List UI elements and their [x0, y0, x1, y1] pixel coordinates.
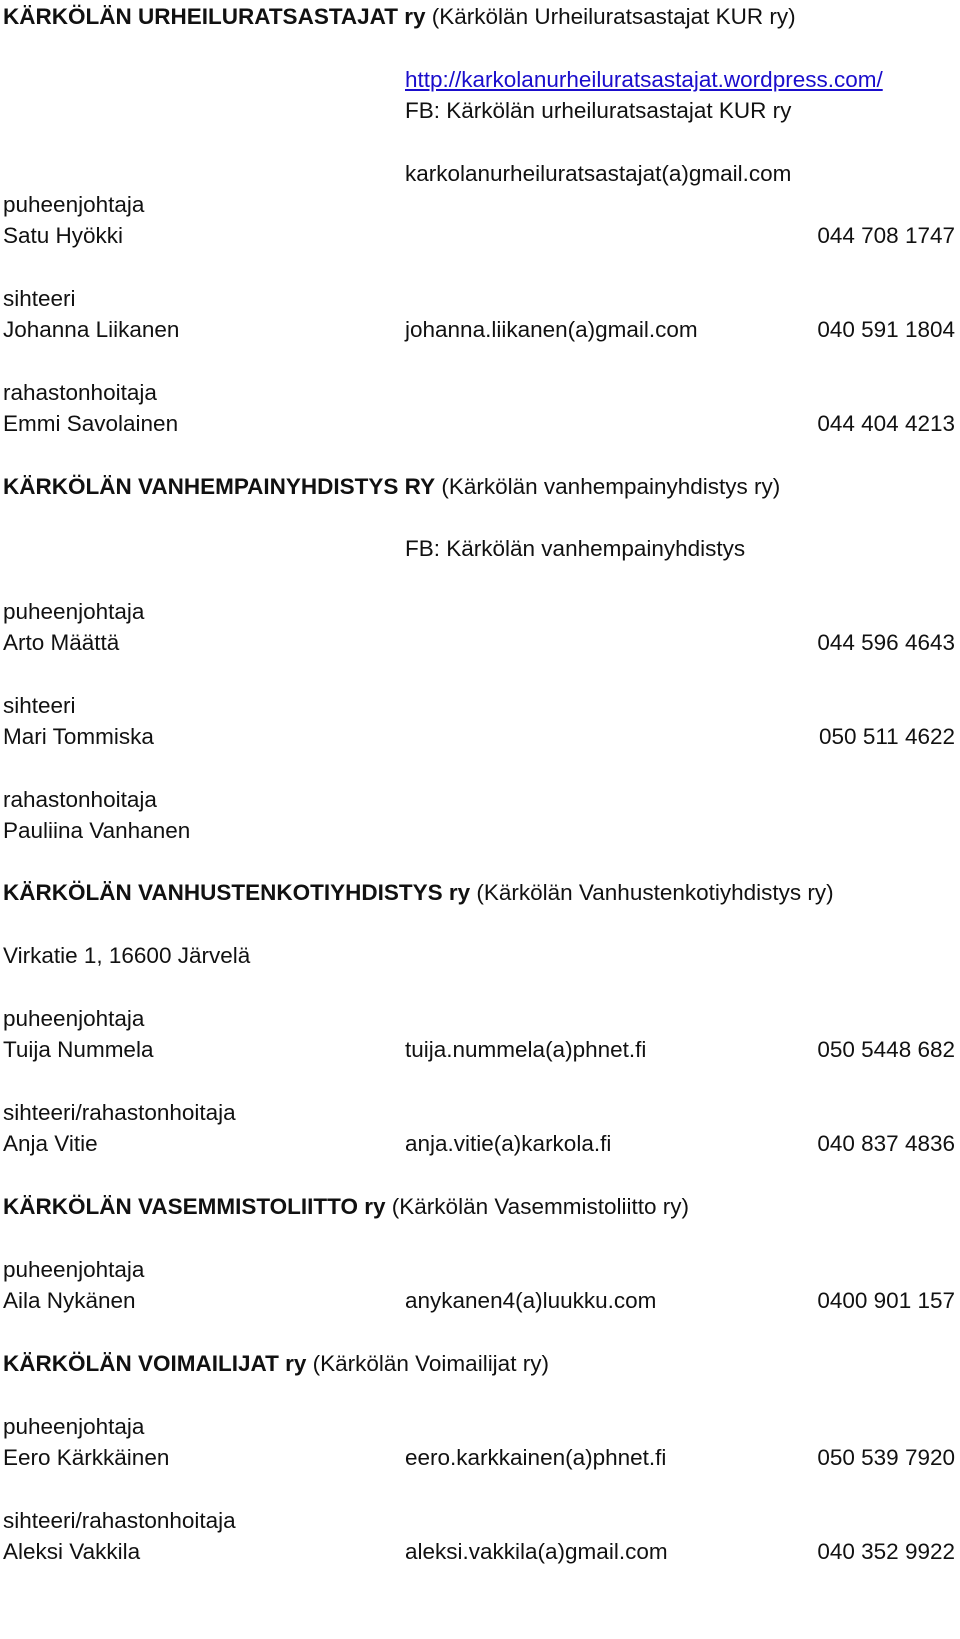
person-name: Mari Tommiska: [3, 724, 154, 749]
org-full-name: (Kärkölän Voimailijat ry): [312, 1351, 549, 1376]
org-facebook: FB: Kärkölän urheiluratsastajat KUR ry: [405, 98, 792, 123]
person-phone: 0400 901 157: [817, 1288, 955, 1313]
org-name: KÄRKÖLÄN VANHUSTENKOTIYHDISTYS ry: [3, 880, 471, 905]
role-label: puheenjohtaja: [3, 192, 145, 217]
org-name: KÄRKÖLÄN VASEMMISTOLIITTO ry: [3, 1194, 386, 1219]
org-address: Virkatie 1, 16600 Järvelä: [3, 943, 251, 968]
org-full-name: (Kärkölän Urheiluratsastajat KUR ry): [431, 4, 796, 29]
org-name: KÄRKÖLÄN VOIMAILIJAT ry: [3, 1351, 307, 1376]
person-name: Pauliina Vanhanen: [3, 818, 191, 843]
person-phone: 044 596 4643: [817, 630, 955, 655]
person-email: aleksi.vakkila(a)gmail.com: [405, 1539, 668, 1564]
role-label: puheenjohtaja: [3, 599, 145, 624]
role-label: sihteeri: [3, 693, 76, 718]
org-full-name: (Kärkölän Vanhustenkotiyhdistys ry): [476, 880, 834, 905]
person-name: Aleksi Vakkila: [3, 1539, 141, 1564]
person-name: Anja Vitie: [3, 1131, 98, 1156]
role-label: rahastonhoitaja: [3, 380, 157, 405]
org-facebook: FB: Kärkölän vanhempainyhdistys: [405, 536, 746, 561]
role-label: puheenjohtaja: [3, 1414, 145, 1439]
org-name: KÄRKÖLÄN URHEILURATSASTAJAT ry: [3, 4, 426, 29]
person-name: Johanna Liikanen: [3, 317, 180, 342]
role-label: sihteeri/rahastonhoitaja: [3, 1100, 236, 1125]
person-name: Aila Nykänen: [3, 1288, 136, 1313]
person-phone: 040 837 4836: [817, 1131, 955, 1156]
org-full-name: (Kärkölän vanhempainyhdistys ry): [441, 474, 781, 499]
person-phone: 040 591 1804: [817, 317, 955, 342]
org-website-link[interactable]: http://karkolanurheiluratsastajat.wordpress.com/: [405, 67, 883, 92]
person-phone: 044 708 1747: [817, 223, 955, 248]
person-phone: 040 352 9922: [817, 1539, 955, 1564]
role-label: puheenjohtaja: [3, 1006, 145, 1031]
org-header-vanhempain: [3, 472, 780, 502]
org-header-vanhustenkoti: [3, 878, 834, 908]
person-name: Arto Määttä: [3, 630, 120, 655]
person-name: Satu Hyökki: [3, 223, 124, 248]
person-email: johanna.liikanen(a)gmail.com: [405, 317, 698, 342]
person-phone: 050 539 7920: [817, 1445, 955, 1470]
person-name: Eero Kärkkäinen: [3, 1445, 170, 1470]
person-name: Emmi Savolainen: [3, 411, 179, 436]
person-name: Tuija Nummela: [3, 1037, 154, 1062]
person-phone: 044 404 4213: [817, 411, 955, 436]
org-header-voimailijat: [3, 1349, 549, 1379]
person-phone: 050 511 4622: [819, 724, 955, 749]
person-email: eero.karkkainen(a)phnet.fi: [405, 1445, 667, 1470]
org-header-vasemmisto: [3, 1192, 689, 1222]
org-full-name: (Kärkölän Vasemmistoliitto ry): [391, 1194, 689, 1219]
org-email: karkolanurheiluratsastajat(a)gmail.com: [405, 161, 792, 186]
role-label: sihteeri/rahastonhoitaja: [3, 1508, 236, 1533]
person-phone: 050 5448 682: [817, 1037, 955, 1062]
role-label: rahastonhoitaja: [3, 787, 157, 812]
org-name: KÄRKÖLÄN VANHEMPAINYHDISTYS RY: [3, 474, 436, 499]
person-email: anja.vitie(a)karkola.fi: [405, 1131, 612, 1156]
role-label: sihteeri: [3, 286, 76, 311]
role-label: puheenjohtaja: [3, 1257, 145, 1282]
person-email: tuija.nummela(a)phnet.fi: [405, 1037, 647, 1062]
org-header-kur: [3, 2, 796, 32]
person-email: anykanen4(a)luukku.com: [405, 1288, 657, 1313]
